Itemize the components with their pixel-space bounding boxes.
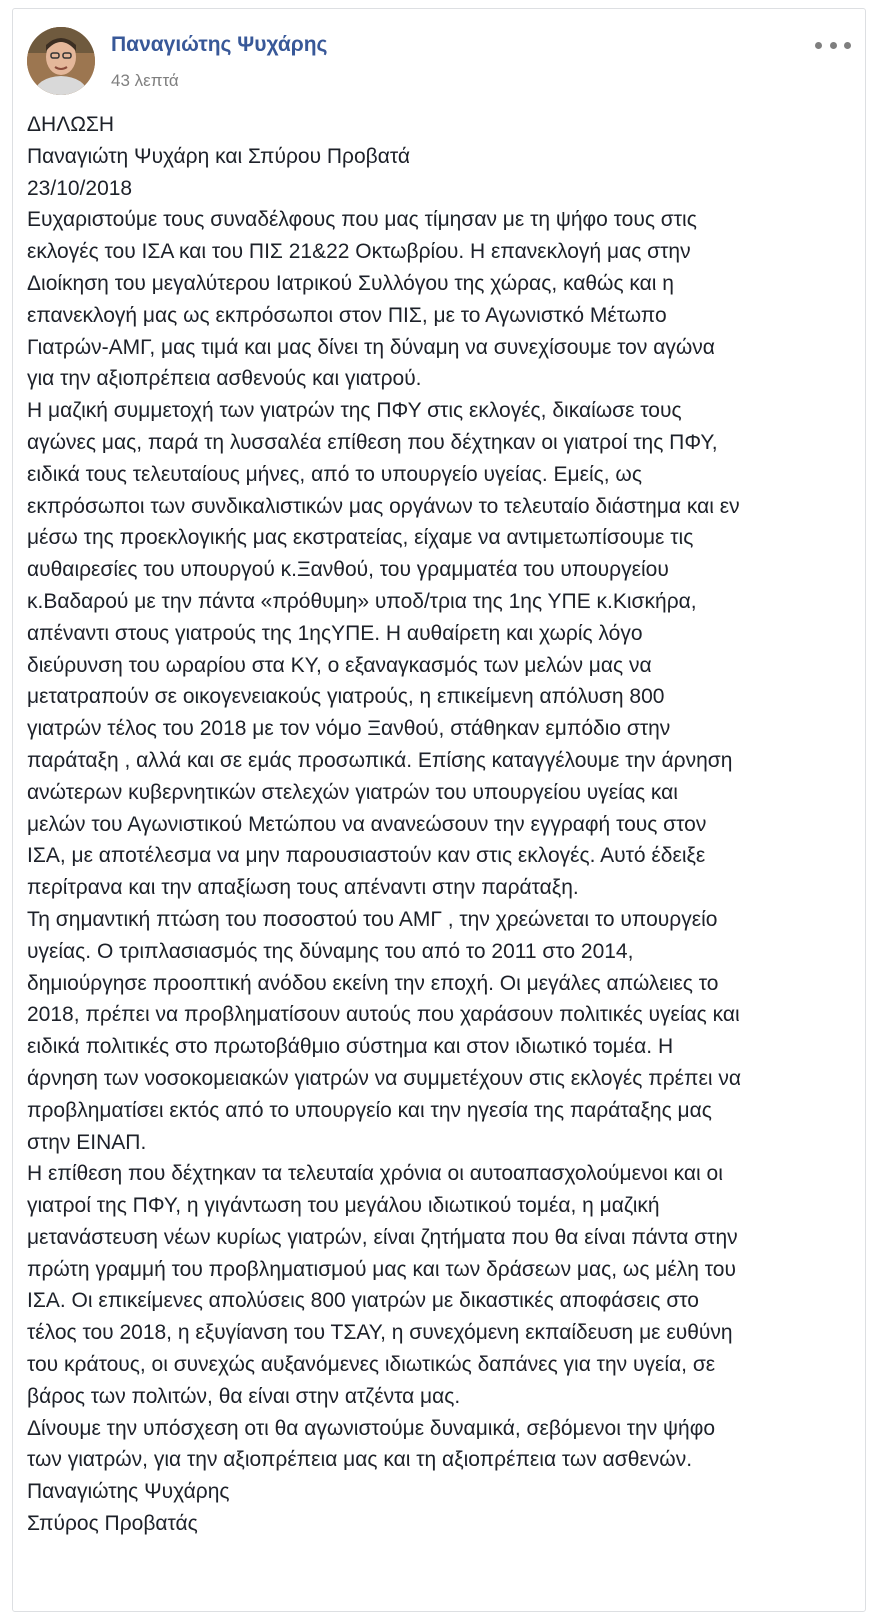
post-text-line: Η μαζική συμμετοχή των γιατρών της ΠΦΥ στις εκλογές, δικαίωσε τους bbox=[27, 399, 682, 423]
post-text-line: πρώτη γραμμή του προβληματισμού μας και των δράσεων μας, ως μέλη του bbox=[27, 1257, 736, 1281]
post-text-line: υγείας. Ο τριπλασιασμός της δύναμης του από το 2011 στο 2014, bbox=[27, 939, 634, 963]
post-text-line: διεύρυνση του ωραρίου στα ΚΥ, ο εξαναγκασμός των μελών μας να bbox=[27, 653, 652, 677]
more-dot bbox=[844, 42, 851, 49]
post-text-line: δημιούργησε προοπτική ανόδου εκείνη την εποχή. Οι μεγάλες απώλειες το bbox=[27, 971, 719, 995]
avatar-image bbox=[27, 27, 95, 95]
post-timestamp[interactable]: 43 λεπτά bbox=[111, 71, 179, 90]
post-text-line: παράταξη , αλλά και σε εμάς προσωπικά. Επίσης καταγγέλουμε την άρνηση bbox=[27, 748, 733, 772]
post-text-line: επανεκλογή μας ως εκπρόσωποι στον ΠΙΣ, με το Αγωνιστκό Μέτωπο bbox=[27, 303, 667, 327]
post-text-line: Παναγιώτη Ψυχάρη και Σπύρου Προβατά bbox=[27, 144, 411, 168]
post-text-line: τέλος του 2018, η εξυγίανση του ΤΣΑΥ, η συνεχόμενη εκπαίδευση με ευθύνη bbox=[27, 1321, 733, 1345]
post-card bbox=[12, 8, 866, 1612]
more-dot bbox=[815, 42, 822, 49]
post-text-line: εκλογές του ΙΣΑ και του ΠΙΣ 21&22 Οκτωβρίου. Η επανεκλογή μας στην bbox=[27, 240, 691, 264]
more-options-icon[interactable] bbox=[815, 35, 851, 55]
post-text-line: προβληματίσει εκτός από το υπουργείο και την ηγεσία της παράταξης μας bbox=[27, 1098, 712, 1122]
post-text-line: Διοίκηση του μεγαλύτερου Ιατρικού Συλλόγου της χώρας, καθώς και η bbox=[27, 271, 674, 295]
post-text-line: των γιατρών, για την αξιοπρέπεια μας και τη αξιοπρέπεια των ασθενών. bbox=[27, 1448, 693, 1472]
post-text-line: απέναντι στους γιατρούς της 1ηςΥΠΕ. Η αυθαίρετη και χωρίς λόγο bbox=[27, 621, 643, 645]
post-text bbox=[27, 109, 853, 1540]
post-text-line: ειδικά τους τελευταίους μήνες, από το υπουργείο υγείας. Εμείς, ως bbox=[27, 462, 642, 486]
post-text-line: γιατροί της ΠΦΥ, η γιγάντωση του μεγάλου ιδιωτικού τομέα, η μαζική bbox=[27, 1194, 660, 1218]
post-text-line: για την αξιοπρέπεια ασθενούς και γιατρού. bbox=[27, 367, 422, 391]
post-text-line: κ.Βαδαρού με την πάντα «πρόθυμη» υποδ/τρια της 1ης ΥΠΕ κ.Κισκήρα, bbox=[27, 589, 697, 613]
post-text-line: ανώτερων κυβερνητικών στελεχών γιατρών του υπουργείου υγείας και bbox=[27, 780, 678, 804]
post-text-line: Σπύρος Προβατάς bbox=[27, 1512, 198, 1536]
post-text-line: Παναγιώτης Ψυχάρης bbox=[27, 1480, 230, 1504]
avatar[interactable] bbox=[27, 27, 95, 95]
post-text-line: 23/10/2018 bbox=[27, 176, 133, 200]
post-text-line: ΙΣΑ. Οι επικείμενες απολύσεις 800 γιατρών με δικαστικές αποφάσεις στο bbox=[27, 1289, 699, 1313]
post-text-line: ειδικά πολιτικές στο πρωτοβάθμιο σύστημα και στον ιδιωτικό τομέα. Η bbox=[27, 1035, 674, 1059]
post-header bbox=[27, 27, 851, 97]
post-text-line: γιατρών τέλος του 2018 με τον νόμο Ξανθού, στάθηκαν εμπόδιο στην bbox=[27, 717, 671, 741]
post-text-line: Γιατρών-ΑΜΓ, μας τιμά και μας δίνει τη δύναμη να συνεχίσουμε τον αγώνα bbox=[27, 335, 715, 359]
post-text-line: Η επίθεση που δέχτηκαν τα τελευταία χρόνια οι αυτοαπασχολούμενοι και οι bbox=[27, 1162, 723, 1186]
post-text-line: άρνηση των νοσοκομειακών γιατρών να συμμετέχουν στις εκλογές πρέπει να bbox=[27, 1066, 742, 1090]
post-text-line: μετανάστευση νέων κυρίως γιατρών, είναι ζητήματα που θα είναι πάντα στην bbox=[27, 1225, 738, 1249]
post-text-line: Δίνουμε την υπόσχεση οτι θα αγωνιστούμε δυναμικά, σεβόμενοι την ψήφο bbox=[27, 1416, 715, 1440]
author-name[interactable]: Παναγιώτης Ψυχάρης bbox=[111, 33, 328, 56]
post-text-line: ΙΣΑ, με αποτέλεσμα να μην παρουσιαστούν καν στις εκλογές. Αυτό έδειξε bbox=[27, 844, 706, 868]
post-text-line: Ευχαριστούμε τους συναδέλφους που μας τίμησαν με τη ψήφο τους στις bbox=[27, 208, 697, 232]
post-text-line: 2018, πρέπει να προβληματίσουν αυτούς που χαράσουν πολιτικές υγείας και bbox=[27, 1003, 740, 1027]
post-text-line: αυθαιρεσίες του υπουργού κ.Ξανθού, του γραμματέα του υπουργείου bbox=[27, 558, 669, 582]
post-text-line: ΔΗΛΩΣΗ bbox=[27, 113, 115, 136]
post-text-line: στην ΕΙΝΑΠ. bbox=[27, 1130, 147, 1154]
post-text-line: του κράτους, οι συνεχώς αυξανόμενες ιδιωτικώς δαπάνες για την υγεία, σε bbox=[27, 1353, 716, 1377]
post-text-line: μελών του Αγωνιστικού Μετώπου να ανανεώσουν την εγγραφή τους στον bbox=[27, 812, 707, 836]
post-text-line: μετατραπούν σε οικογενειακούς γιατρούς, η επικείμενη απόλυση 800 bbox=[27, 685, 665, 709]
post-text-line: βάρος των πολιτών, θα είναι στην ατζέντα μας. bbox=[27, 1384, 461, 1408]
post-text-line: αγώνες μας, παρά τη λυσσαλέα επίθεση που δέχτηκαν οι γιατροί της ΠΦΥ, bbox=[27, 430, 718, 454]
post-text-line: εκπρόσωποι των συνδικαλιστικών μας οργάνων το τελευταίο διάστημα και εν bbox=[27, 494, 740, 518]
post-text-line: Τη σημαντική πτώση του ποσοστού του ΑΜΓ , την χρεώνεται το υπουργείο bbox=[27, 907, 718, 931]
post-text-line: μέσω της προεκλογικής μας εκστρατείας, είχαμε να αντιμετωπίσουμε τις bbox=[27, 526, 694, 550]
post-text-line: περίτρανα και την απαξίωση τους απέναντι στην παράταξη. bbox=[27, 876, 579, 900]
more-dot bbox=[830, 42, 837, 49]
